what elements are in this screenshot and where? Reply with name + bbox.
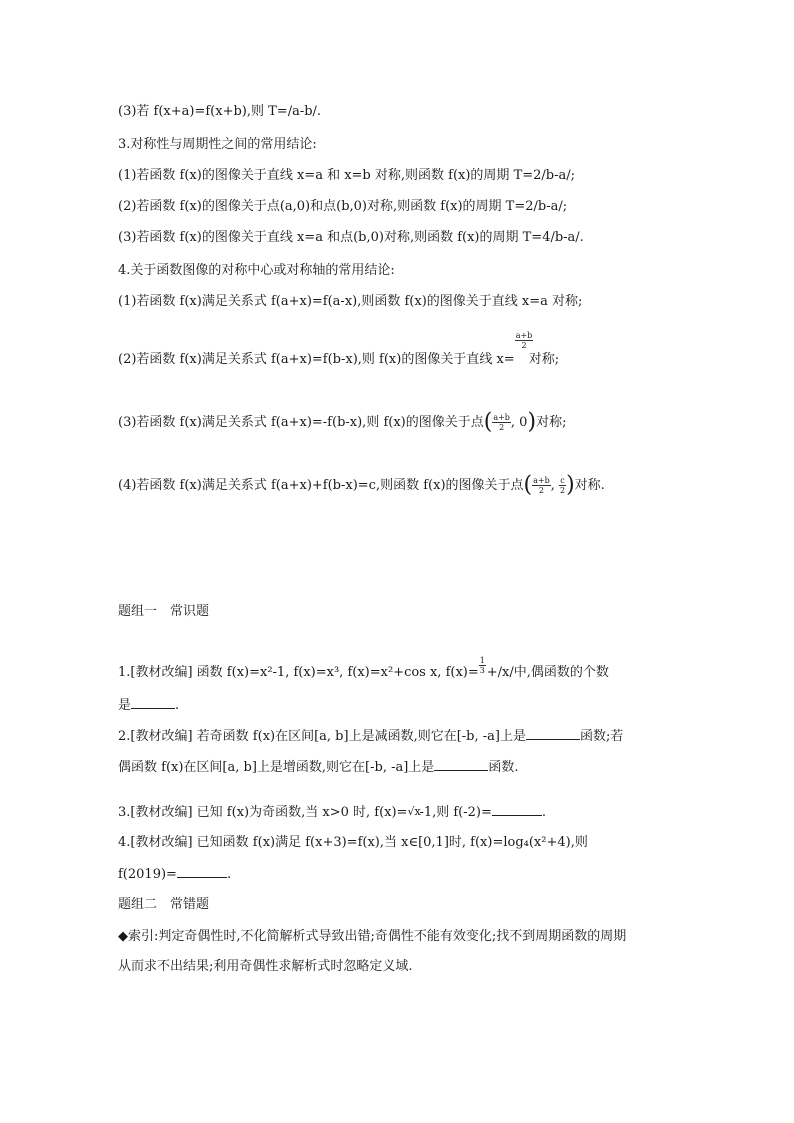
line-text: +/x/中,偶函数的个数 xyxy=(486,665,609,680)
line-text: -1,则 f(-2)= xyxy=(419,805,492,820)
question-1 xyxy=(118,656,609,682)
point-coordinate: , 0 xyxy=(510,415,528,430)
fraction-denominator: 2 xyxy=(499,423,505,432)
fraction-denominator: 3 xyxy=(479,666,485,675)
line-text: . xyxy=(175,698,180,713)
fraction-numerator: a+b xyxy=(515,331,533,340)
question-3 xyxy=(118,803,546,822)
answer-blank[interactable] xyxy=(526,727,580,740)
answer-blank[interactable] xyxy=(492,803,542,816)
line-text: 偶函数 f(x)在区间[a, b]上是增函数,则它在[-b, -a]上是 xyxy=(118,760,435,775)
index-note: ◆索引:判定奇偶性时,不化简解析式导致出错;奇偶性不能有效变化;找不到周期函数的周期 xyxy=(118,929,627,944)
text-line-fraction: (3)若函数 f(x)满足关系式 f(a+x)=-f(b-x),则 f(x)的图像关于点( $\frac{a+b}{2}$ , 0)对称; xyxy=(118,409,567,435)
question-2 xyxy=(118,727,623,746)
answer-blank[interactable] xyxy=(131,696,175,709)
text-line: (1)若函数 f(x)满足关系式 f(a+x)=f(a-x),则函数 f(x)的图像关于直线 x=a 对称; xyxy=(118,294,583,309)
question-2-cont xyxy=(118,758,518,777)
line-text: 函数. xyxy=(488,760,519,775)
question-4-cont xyxy=(118,865,231,884)
line-text: 对称; xyxy=(536,415,567,430)
fraction-numerator: a+b xyxy=(533,476,550,485)
section-heading: 4.关于函数图像的对称中心或对称轴的常用结论: xyxy=(118,263,395,278)
group-title: 题组二 常错题 xyxy=(118,897,210,912)
fraction-denominator: 2 xyxy=(538,486,544,495)
index-note-cont: 从而求不出结果;利用奇偶性求解析式时忽略定义域. xyxy=(118,959,413,974)
line-text: 对称. xyxy=(574,478,605,493)
fraction-numerator: a+b xyxy=(493,413,510,422)
answer-blank[interactable] xyxy=(434,758,488,771)
text-line: (3)若 f(x+a)=f(x+b),则 T=/a-b/. xyxy=(118,104,322,119)
fraction-numerator: 1 xyxy=(479,656,485,665)
text-line-fraction: (4)若函数 f(x)满足关系式 f(a+x)+f(b-x)=c,则函数 f(x)的图像关于点( $\frac{a+b}{2}$ , $\frac{c}{2}$ )对称. xyxy=(118,472,605,498)
fraction-denominator: 2 xyxy=(521,341,527,350)
line-text: 3.[教材改编] 已知 f(x)为奇函数,当 x>0 时, f(x)= xyxy=(118,805,408,820)
line-text: 对称; xyxy=(528,352,560,367)
line-text: 函数;若 xyxy=(579,729,624,744)
radical-expression: √x xyxy=(407,805,421,818)
line-text: (2)若函数 f(x)满足关系式 f(a+x)=f(b-x),则 f(x)的图像关于直线 x= xyxy=(118,352,515,367)
question-4: 4.[教材改编] 已知函数 f(x)满足 f(x+3)=f(x),当 x∈[0,1]时, f(x)=log₄(x²+4),则 xyxy=(118,835,588,850)
line-text: 是 xyxy=(118,698,132,713)
line-text: (4)若函数 f(x)满足关系式 f(a+x)+f(b-x)=c,则函数 f(x)的图像关于点 xyxy=(118,478,524,493)
line-text: f(2019)= xyxy=(118,867,177,882)
fraction-denominator: 2 xyxy=(559,486,566,495)
line-text: 1.[教材改编] 函数 f(x)=x²-1, f(x)=x³, f(x)=x²+cos x, f(x)= xyxy=(118,665,479,680)
text-line: (2)若函数 f(x)的图像关于点(a,0)和点(b,0)对称,则函数 f(x)的周期 T=2/b-a/; xyxy=(118,199,568,214)
line-text: (3)若函数 f(x)满足关系式 f(a+x)=-f(b-x),则 f(x)的图像关于点 xyxy=(118,415,484,430)
line-text: . xyxy=(541,805,547,820)
text-line: (3)若函数 f(x)的图像关于直线 x=a 和点(b,0)对称,则函数 f(x)的周期 T=4/b-a/. xyxy=(118,230,584,245)
answer-blank[interactable] xyxy=(177,865,227,878)
text-line-fraction xyxy=(118,331,560,369)
text-line: (1)若函数 f(x)的图像关于直线 x=a 和 x=b 对称,则函数 f(x)的周期 T=2/b-a/; xyxy=(118,168,576,183)
line-text: . xyxy=(226,867,232,882)
fraction-numerator: c xyxy=(560,476,565,485)
group-title: 题组一 常识题 xyxy=(118,604,210,619)
line-text: 2.[教材改编] 若奇函数 f(x)在区间[a, b]上是减函数,则它在[-b, -a]上是 xyxy=(118,729,526,744)
section-heading: 3.对称性与周期性之间的常用结论: xyxy=(118,137,317,152)
question-1-cont xyxy=(118,696,179,715)
